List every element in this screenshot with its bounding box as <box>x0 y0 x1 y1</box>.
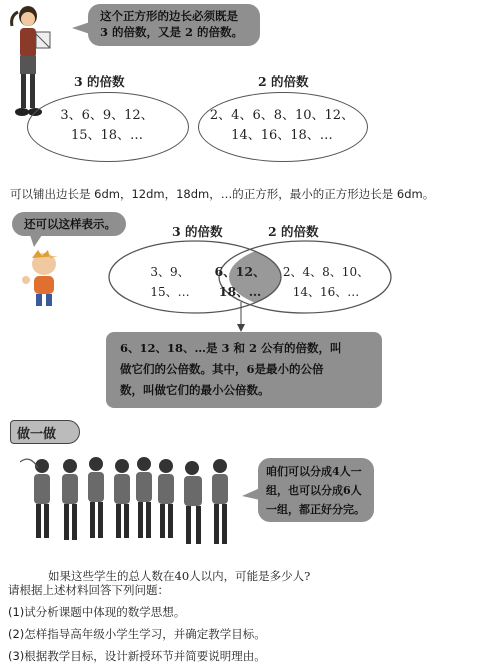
multiples-2-row-2: 14、16、18、… <box>231 128 333 143</box>
multiples-3-list <box>27 106 187 146</box>
task-item-3: (3)根据教学目标，设计新授环节并简要说明理由。 <box>8 649 266 663</box>
speech-bubble-groups <box>258 458 374 522</box>
label-multiples-of-2: 2 的倍数 <box>258 74 309 89</box>
task-item-1: (1)试分析课题中体现的数学思想。 <box>8 605 186 619</box>
activity-tag-label: 做一做 <box>17 427 57 442</box>
multiples-2-list <box>198 106 366 146</box>
bubble-tail-3 <box>242 488 260 500</box>
task-item-2: (2)怎样指导高年级小学生学习，并确定教学目标。 <box>8 627 266 641</box>
arrow-to-explanation <box>236 302 246 332</box>
venn-left-row-2: 15、… <box>150 285 190 299</box>
venn-left-row-1: 3、9、 <box>150 265 190 279</box>
label-multiples-of-3: 3 的倍数 <box>74 74 125 89</box>
groups-bubble-line-2: 组，也可以分成6人 <box>266 484 362 497</box>
multiples-2-row-1: 2、4、6、8、10、12、 <box>209 108 355 123</box>
venn-right-row-1: 2、4、8、10、 <box>282 265 370 279</box>
boy-illustration <box>20 250 72 310</box>
multiples-3-row-2: 15、18、… <box>70 128 144 143</box>
bubble-tail <box>72 22 90 34</box>
explanation-box <box>106 332 382 408</box>
bubble-tail-2 <box>30 235 44 247</box>
explanation-line-1: 6、12、18、…是 3 和 2 公有的倍数，叫 <box>120 341 342 355</box>
venn-right-only <box>278 262 374 302</box>
students-group-illustration <box>20 452 252 556</box>
groups-bubble-line-3: 一组，都正好分完。 <box>266 503 365 516</box>
bubble-line-1: 这个正方形的边长必须既是 <box>100 9 238 23</box>
explanation-line-3: 数，叫做它们的最小公倍数。 <box>120 383 270 397</box>
conclusion-text: 可以铺出边长是 6dm，12dm，18dm，…的正方形，最小的正方形边长是 6dm。 <box>10 187 435 201</box>
venn-middle-row-2: 18、… <box>218 284 262 299</box>
venn-label-3: 3 的倍数 <box>172 224 223 239</box>
bubble-line-2: 3 的倍数，又是 2 的倍数。 <box>100 25 244 39</box>
venn-intersection <box>212 262 268 302</box>
activity-question: 如果这些学生的总人数在40人以内，可能是多少人? <box>48 569 311 583</box>
activity-tag <box>10 420 80 444</box>
venn-left-only <box>130 262 210 302</box>
tasks-intro: 请根据上述材料回答下列问题： <box>8 583 169 597</box>
speech-bubble-top <box>88 4 260 46</box>
multiples-3-row-1: 3、6、9、12、 <box>60 108 154 123</box>
venn-label-2: 2 的倍数 <box>268 224 319 239</box>
venn-right-row-2: 14、16、… <box>292 285 360 299</box>
groups-bubble-line-1: 咱们可以分成4人一 <box>266 465 362 478</box>
venn-middle-row-1: 6、12、 <box>214 264 266 279</box>
speech-bubble-represent: 还可以这样表示。 <box>12 212 126 236</box>
explanation-line-2: 做它们的公倍数。其中，6是最小的公倍 <box>120 362 324 376</box>
